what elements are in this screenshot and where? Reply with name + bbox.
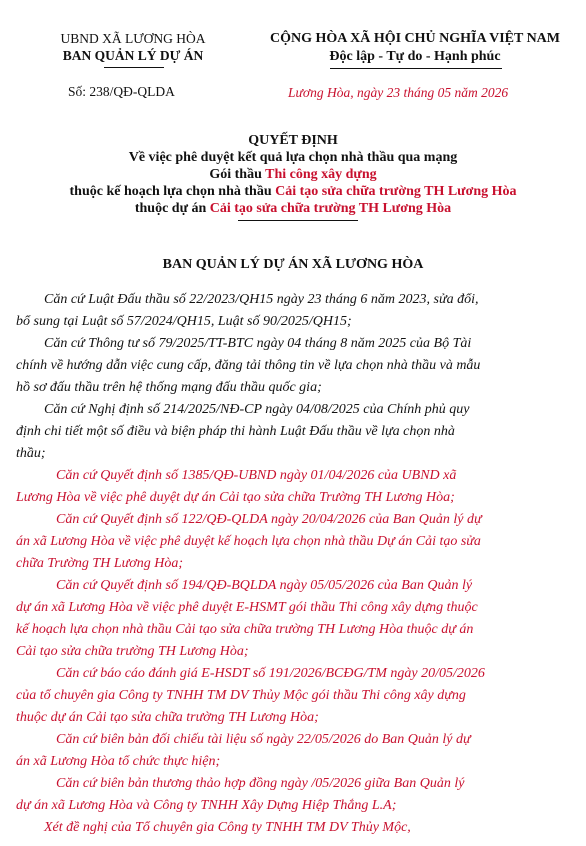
basis-project-approval-line1: Căn cứ Quyết định số 1385/QĐ-UBND ngày 01/04/2026 của UBND xã	[56, 468, 457, 483]
document-type-title: QUYẾT ĐỊNH	[248, 133, 338, 148]
title-underline	[238, 220, 358, 221]
basis-ehsmt-approval-line1: Căn cứ Quyết định số 194/QĐ-BQLDA ngày 05/05/2026 của Ban Quản lý	[56, 578, 473, 593]
package-label: Gói thầu	[209, 167, 266, 182]
proposal-line: Xét đề nghị của Tổ chuyên gia Công ty TNHH TM DV Thủy Mộc,	[44, 820, 411, 835]
basis-ehsmt-approval-line2: dự án xã Lương Hòa về việc phê duyệt E-HSMT gói thầu Thi công xây dựng thuộc	[16, 600, 478, 615]
basis-document-check-line1: Căn cứ biên bản đối chiếu tài liệu số ngày 22/05/2026 do Ban Quản lý dự	[56, 732, 471, 747]
project-name: Cải tạo sửa chữa trường TH Lương Hòa	[209, 201, 452, 216]
plan-line	[0, 184, 586, 200]
organization-name: UBND XÃ LƯƠNG HÒA	[60, 31, 206, 46]
basis-ehsmt-approval-line3: kế hoạch lựa chọn nhà thầu Cải tạo sửa chữa trường TH Lương Hòa thuộc dự án	[16, 622, 474, 637]
national-motto: Độc lập - Tự do - Hạnh phúc	[329, 49, 501, 64]
issuing-unit: BAN QUẢN LÝ DỰ ÁN	[62, 48, 204, 63]
basis-evaluation-report-line1: Căn cứ báo cáo đánh giá E-HSDT số 191/2026/BCĐG/TM ngày 20/05/2026	[56, 666, 485, 681]
package-line	[0, 167, 586, 183]
republic-title: CỘNG HÒA XÃ HỘI CHỦ NGHĨA VIỆT NAM	[269, 31, 560, 46]
basis-decree-line3: thầu;	[16, 446, 46, 461]
basis-circular-line2: chính về hướng dẫn việc cung cấp, đăng tải thông tin về lựa chọn nhà thầu và mẫu	[16, 358, 481, 373]
basis-decree-line1: Căn cứ Nghị định số 214/2025/NĐ-CP ngày 04/08/2025 của Chính phủ quy	[44, 402, 470, 417]
board-heading: BAN QUẢN LÝ DỰ ÁN XÃ LƯƠNG HÒA	[162, 257, 424, 272]
basis-plan-approval-line2: án xã Lương Hòa về việc phê duyệt kế hoạch lựa chọn nhà thầu Dự án Cải tạo sửa	[16, 534, 481, 549]
place-and-date: Lương Hòa, ngày 23 tháng 05 năm 2026	[288, 85, 509, 100]
basis-negotiation-line2: dự án xã Lương Hòa và Công ty TNHH Xây Dựng Hiệp Thắng L.A;	[16, 798, 397, 813]
basis-negotiation-line1: Căn cứ biên bản thương thảo hợp đồng ngày /05/2026 giữa Ban Quản lý	[56, 776, 465, 791]
basis-document-check-line2: án xã Lương Hòa tổ chức thực hiện;	[16, 754, 221, 769]
package-name: Thi công xây dựng	[265, 167, 377, 182]
basis-evaluation-report-line3: thuộc dự án Cải tạo sửa chữa trường TH Lương Hòa;	[16, 710, 319, 725]
basis-plan-approval-line3: chữa Trường TH Lương Hòa;	[16, 556, 183, 571]
decision-subject: Về việc phê duyệt kết quả lựa chọn nhà thầu qua mạng	[128, 150, 458, 165]
basis-plan-approval-line1: Căn cứ Quyết định số 122/QĐ-QLDA ngày 20/04/2026 của Ban Quản lý dự	[56, 512, 482, 527]
basis-circular-line3: hồ sơ đấu thầu trên hệ thống mạng đấu thầu quốc gia;	[16, 380, 322, 395]
basis-ehsmt-approval-line4: Cải tạo sửa chữa trường TH Lương Hòa;	[16, 644, 249, 659]
basis-law-line2: bổ sung tại Luật số 57/2024/QH15, Luật số 90/2025/QH15;	[16, 314, 352, 329]
document-number: Số: 238/QĐ-QLDA	[68, 84, 175, 99]
issuing-unit-underline	[104, 67, 164, 68]
basis-law-line1: Căn cứ Luật Đấu thầu số 22/2023/QH15 ngày 23 tháng 6 năm 2023, sửa đổi,	[44, 292, 479, 307]
basis-evaluation-report-line2: của tổ chuyên gia Công ty TNHH TM DV Thủy Mộc gói thầu Thi công xây dựng	[16, 688, 466, 703]
motto-underline	[330, 68, 502, 69]
project-label: thuộc dự án	[134, 201, 210, 216]
plan-name: Cải tạo sửa chữa trường TH Lương Hòa	[275, 184, 517, 199]
basis-project-approval-line2: Lương Hòa về việc phê duyệt dự án Cải tạo sửa chữa Trường TH Lương Hòa;	[16, 490, 455, 505]
plan-label: thuộc kế hoạch lựa chọn nhà thầu	[69, 184, 276, 199]
basis-decree-line2: định chi tiết một số điều và biện pháp thi hành Luật Đấu thầu về lựa chọn nhà	[16, 424, 455, 439]
project-line	[0, 201, 586, 217]
basis-circular-line1: Căn cứ Thông tư số 79/2025/TT-BTC ngày 04 tháng 8 năm 2025 của Bộ Tài	[44, 336, 472, 351]
